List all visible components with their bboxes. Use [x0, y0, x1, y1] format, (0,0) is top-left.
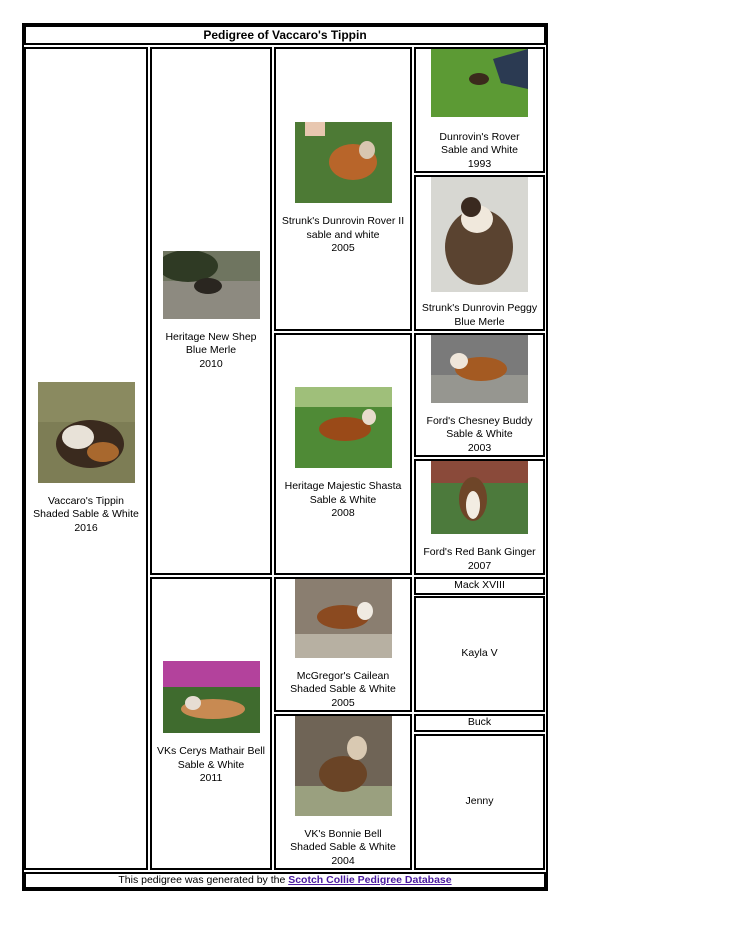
sire-name: Heritage New Shep [165, 330, 257, 343]
sd-photo [295, 387, 392, 468]
dsd-cell [414, 596, 545, 712]
ds-year: 2005 [331, 696, 355, 709]
sd-name: Heritage Majestic Shasta [284, 480, 402, 493]
dd-photo [295, 716, 392, 816]
sds-year: 2003 [467, 441, 492, 454]
sds-photo [431, 335, 528, 403]
dd-color: Shaded Sable & White [290, 841, 396, 853]
sss-photo [431, 49, 528, 117]
sds-name: Ford's Chesney Buddy [426, 414, 533, 427]
ssd-photo [431, 177, 528, 292]
sdd-year: 2007 [467, 559, 492, 572]
sss-cell [414, 47, 545, 173]
dam-year: 2011 [199, 772, 223, 785]
sss-color: Sable and White [440, 144, 519, 156]
ss-year: 2005 [331, 242, 355, 255]
dam-name: VKs Cerys Mathair Bell [157, 745, 265, 758]
sds-color: Sable & White [446, 428, 513, 440]
ss-color: sable and white [306, 228, 380, 241]
sdd-cell [414, 459, 545, 575]
sd-year: 2008 [331, 507, 355, 520]
dd-cell [274, 714, 412, 870]
ds-color: Shaded Sable & White [290, 683, 396, 695]
ds-photo [295, 579, 392, 658]
footer [24, 872, 546, 889]
dam-cell [150, 577, 272, 870]
sire-photo [163, 251, 260, 319]
ds-name: McGregor's Cailean [296, 669, 390, 682]
sire-year: 2010 [199, 357, 223, 370]
ssd-cell [414, 175, 545, 331]
dsd-name: Kayla V [461, 647, 498, 660]
ssd-color: Blue Merle [454, 315, 505, 328]
dds-name: Buck [467, 716, 492, 729]
ddd-cell [414, 734, 545, 870]
ss-cell [274, 47, 412, 331]
subject-year: 2016 [74, 521, 98, 534]
subject-name: Vaccaro's Tippin [48, 494, 124, 507]
dam-color: Sable & White [177, 758, 245, 771]
page-title: Pedigree of Vaccaro's Tippin [24, 25, 546, 45]
sss-name: Dunrovin's Rover [439, 130, 520, 143]
sss-year: 1993 [467, 157, 492, 170]
footer-text: This pedigree was generated by the [118, 874, 289, 886]
sire-cell [150, 47, 272, 575]
subject-photo [38, 382, 135, 483]
sds-cell [414, 333, 545, 457]
dd-year: 2004 [331, 854, 355, 867]
dss-cell [414, 577, 545, 595]
dds-cell [414, 714, 545, 732]
sd-cell [274, 333, 412, 575]
ssd-name: Strunk's Dunrovin Peggy [421, 302, 538, 314]
ss-name: Strunk's Dunrovin Rover II [281, 215, 405, 228]
database-link[interactable]: Scotch Collie Pedigree Database [288, 874, 452, 886]
dam-photo [163, 661, 260, 733]
sdd-photo [431, 461, 528, 534]
ds-cell [274, 577, 412, 712]
sire-color: Blue Merle [185, 344, 237, 357]
sdd-name: Ford's Red Bank Ginger [423, 546, 536, 558]
dss-name: Mack XVIII [454, 579, 505, 592]
sd-color: Sable & White [309, 493, 377, 506]
subject-color: Shaded Sable & White [33, 508, 139, 521]
ss-photo [295, 122, 392, 203]
subject-cell [24, 47, 148, 870]
ddd-name: Jenny [465, 795, 494, 808]
dd-name: VK's Bonnie Bell [304, 827, 382, 840]
